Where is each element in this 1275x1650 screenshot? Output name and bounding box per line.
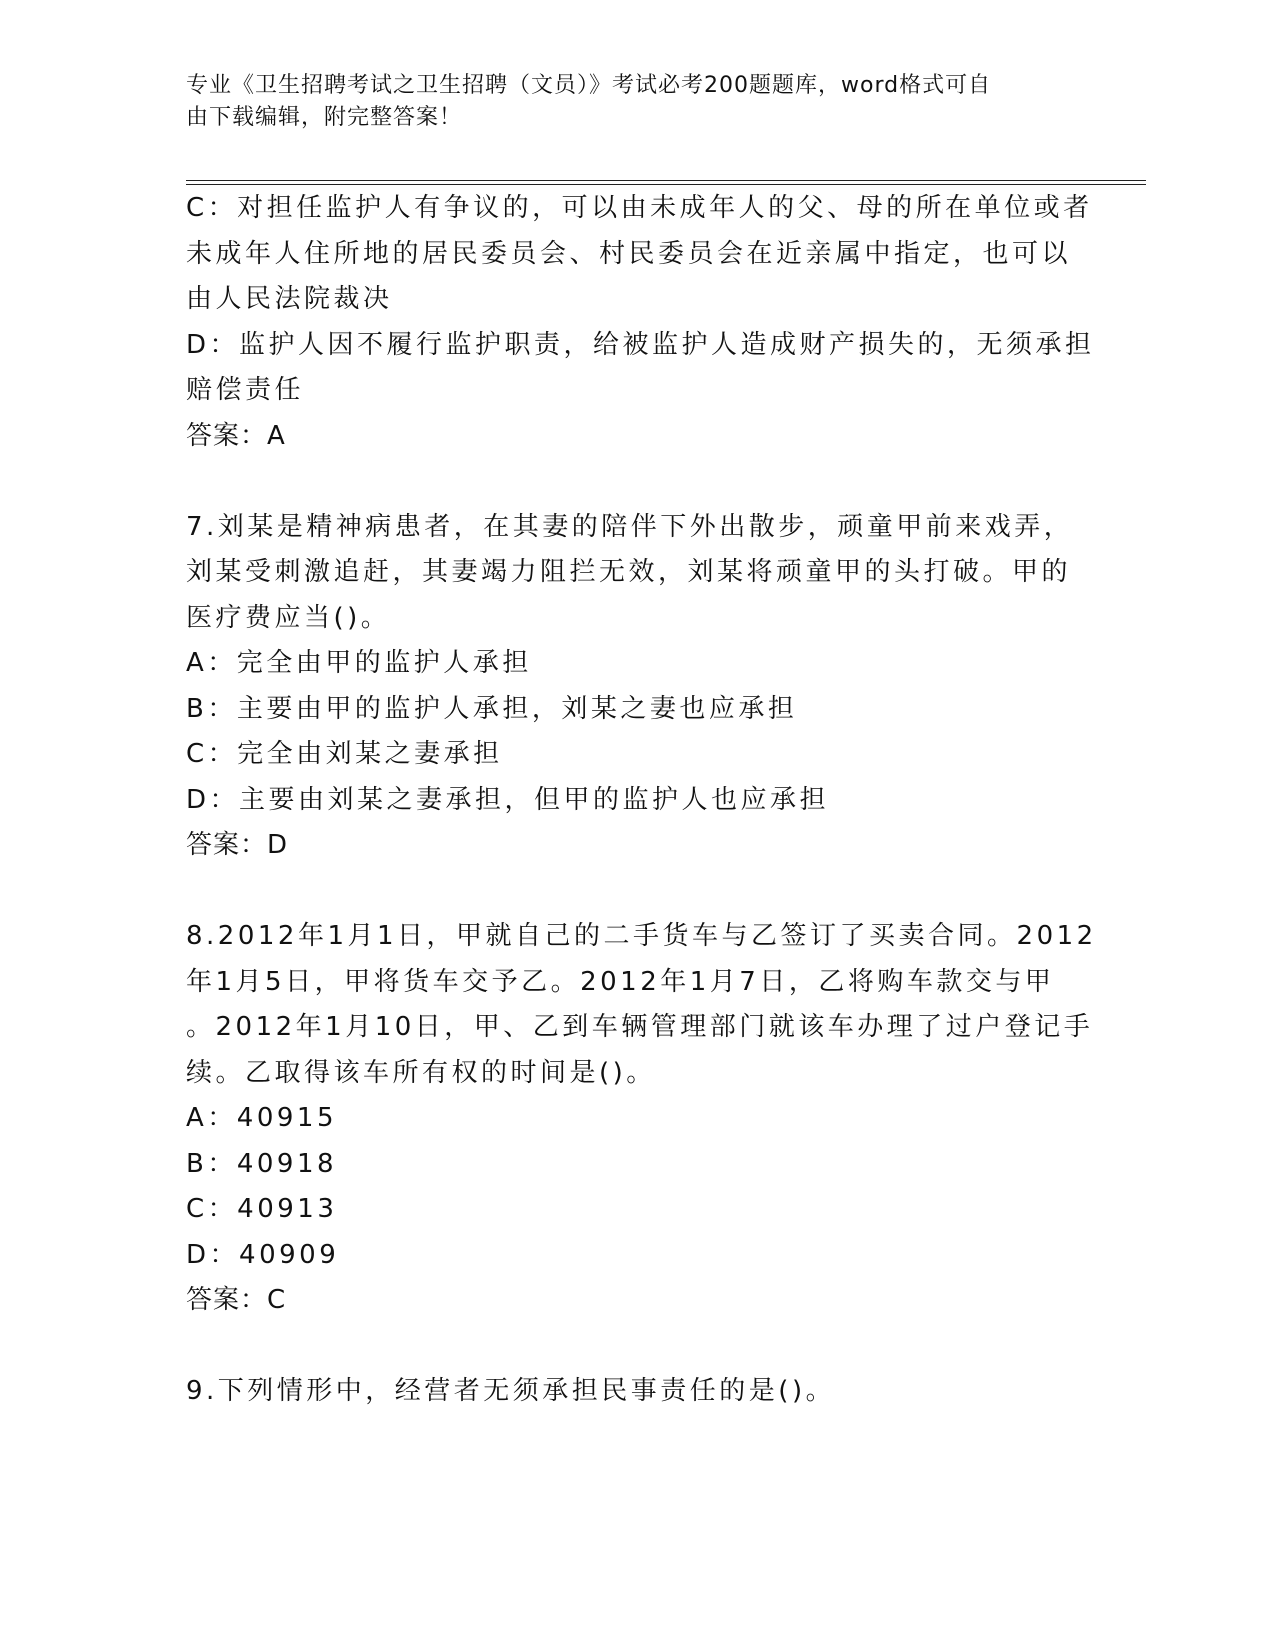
question-6-answer: 答案：A [186, 420, 286, 451]
header-line: 专业《卫生招聘考试之卫生招聘（文员）》考试必考200题题库，word格式可自 [186, 73, 992, 98]
stem-line: 9.下列情形中，经营者无须承担民事责任的是()。 [186, 1376, 836, 1406]
question-7-option-c: C：完全由刘某之妻承担 [186, 739, 503, 769]
question-6-option-d [186, 323, 1095, 414]
question-8-option-d: D：40909 [186, 1239, 340, 1270]
question-8-answer: 答案：C [186, 1285, 287, 1315]
option-line: D：监护人因不履行监护职责，给被监护人造成财产损失的，无须承担 [186, 329, 1095, 360]
question-7-option-d: D：主要由刘某之妻承担，但甲的监护人也应承担 [186, 784, 830, 815]
question-8-option-c: C：40913 [186, 1194, 338, 1224]
question-content [186, 186, 1097, 1415]
question-6-option-c [186, 186, 1093, 323]
question-9-stem [186, 1369, 1076, 1415]
spacer [186, 869, 1076, 915]
option-line: C：对担任监护人有争议的，可以由未成年人的父、母的所在单位或者 [186, 193, 1093, 223]
question-7-stem [186, 505, 1076, 642]
stem-line: 7.刘某是精神病患者，在其妻的陪伴下外出散步，顽童甲前来戏弄， [186, 511, 1074, 542]
question-7-option-a: A：完全由甲的监护人承担 [186, 648, 532, 678]
document-header [186, 70, 1066, 134]
question-8-stem [186, 914, 1097, 1096]
spacer [186, 1324, 1076, 1370]
option-line: 由人民法院裁决 [186, 284, 393, 314]
header-divider-top [186, 180, 1146, 181]
question-8-option-a: A：40915 [186, 1103, 337, 1133]
stem-line: 续。乙取得该车所有权的时间是()。 [186, 1057, 656, 1088]
stem-line: 。2012年1月10日，甲、乙到车辆管理部门就该车办理了过户登记手 [186, 1012, 1094, 1042]
question-7-answer: 答案：D [186, 830, 289, 860]
option-line: 未成年人住所地的居民委员会、村民委员会在近亲属中指定，也可以 [186, 238, 1072, 269]
question-7-option-b: B：主要由甲的监护人承担，刘某之妻也应承担 [186, 693, 798, 724]
header-divider-bottom [186, 184, 1146, 185]
question-8-option-b: B：40918 [186, 1148, 338, 1179]
spacer [186, 459, 1076, 505]
stem-line: 刘某受刺激追赶，其妻竭力阻拦无效，刘某将顽童甲的头打破。甲的 [186, 557, 1072, 587]
stem-line: 年1月5日，甲将货车交予乙。2012年1月7日，乙将购车款交与甲 [186, 966, 1055, 997]
stem-line: 医疗费应当()。 [186, 602, 391, 633]
stem-line: 8.2012年1月1日，甲就自己的二手货车与乙签订了买卖合同。2012 [186, 921, 1097, 951]
option-line: 赔偿责任 [186, 375, 305, 405]
header-line: 由下载编辑，附完整答案！ [186, 105, 463, 130]
